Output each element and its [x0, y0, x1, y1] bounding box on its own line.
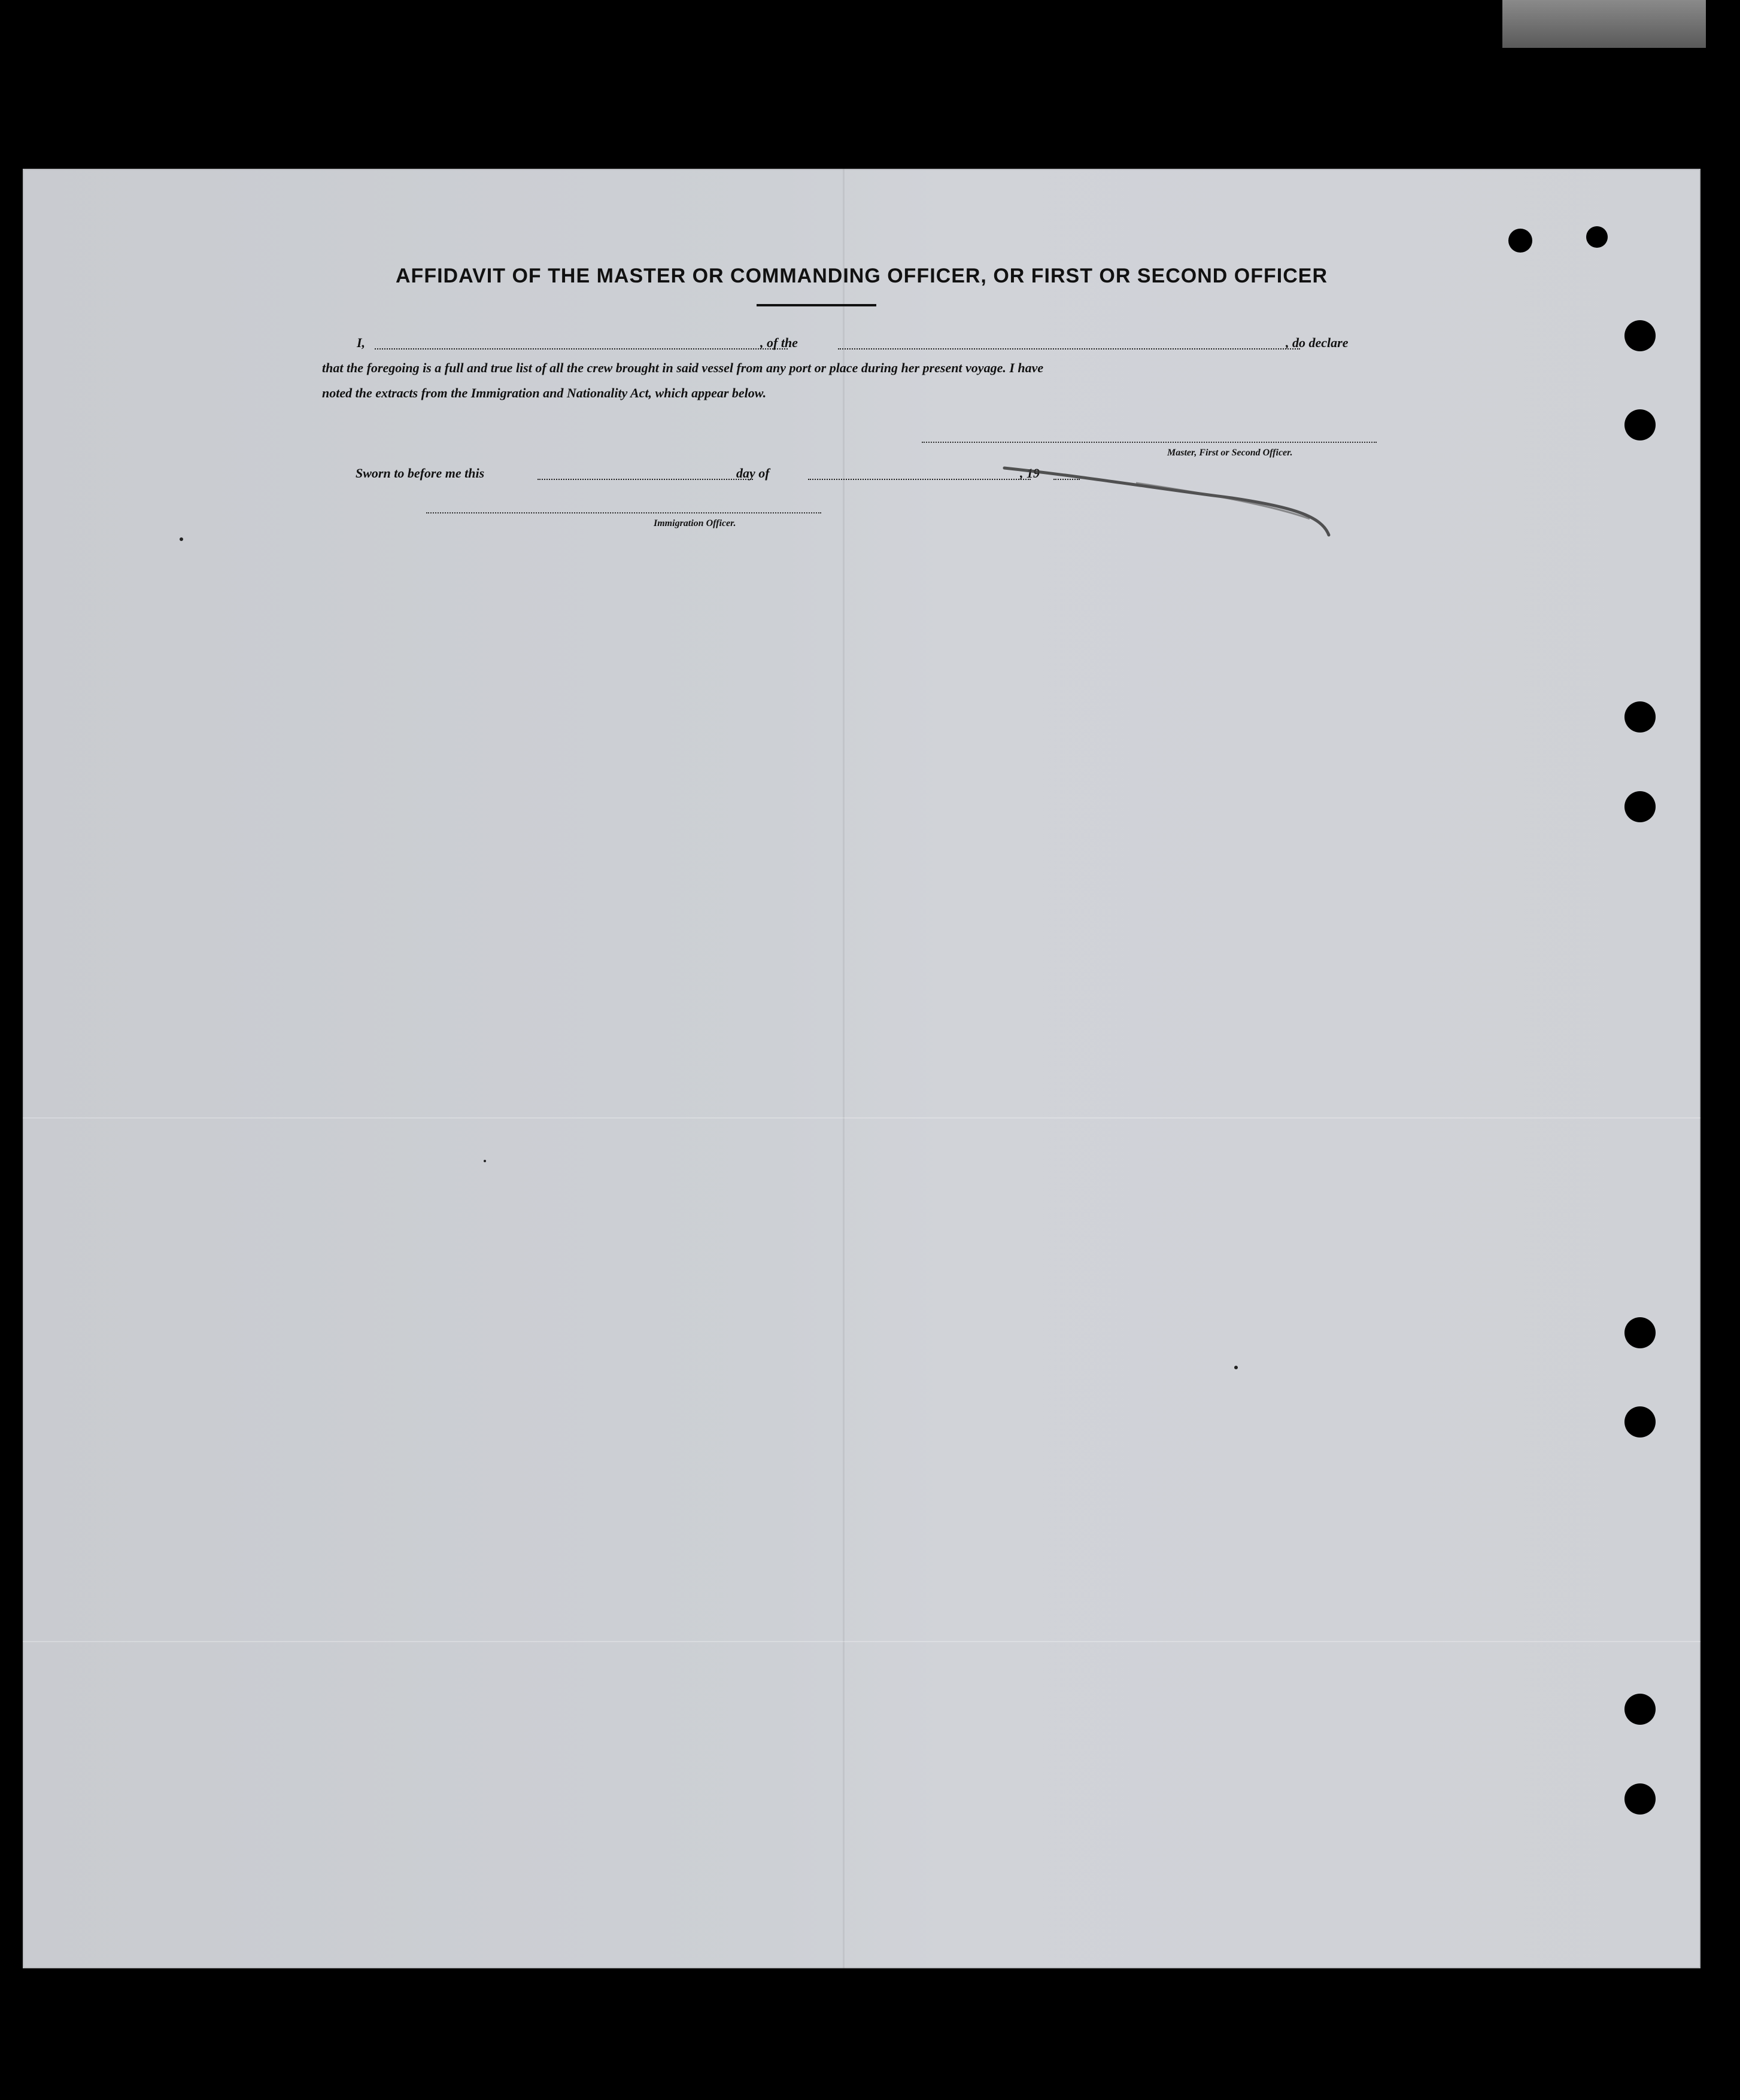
affiant-prefix: I,: [357, 335, 366, 350]
dust-speck: [180, 537, 183, 541]
document-sheet: [23, 169, 1700, 1968]
declaration-text-continued: noted the extracts from the Immigration and Nationality Act, which appear below.: [322, 385, 767, 400]
scanner-edge-tab: [1502, 0, 1706, 48]
page-title: AFFIDAVIT OF THE MASTER OR COMMANDING OFFICER, OR FIRST OR SECOND OFFICER: [396, 265, 1328, 287]
sworn-prefix: Sworn to before me this: [356, 466, 485, 481]
dust-speck: [1234, 1366, 1238, 1369]
dust-speck: [484, 1160, 486, 1162]
master-caption: Master, First or Second Officer.: [1167, 448, 1293, 458]
declaration-text: that the foregoing is a full and true list of all the crew brought in said vessel from any port or place during her present voyage. I have: [322, 360, 1044, 375]
do-declare-label: , do declare: [1286, 335, 1349, 350]
ink-stroke: [23, 169, 1700, 1968]
of-the-label: , of the: [760, 335, 798, 350]
day-of-label: day of: [736, 466, 770, 481]
immigration-caption: Immigration Officer.: [654, 518, 736, 528]
year-label: , 19: [1020, 466, 1040, 481]
